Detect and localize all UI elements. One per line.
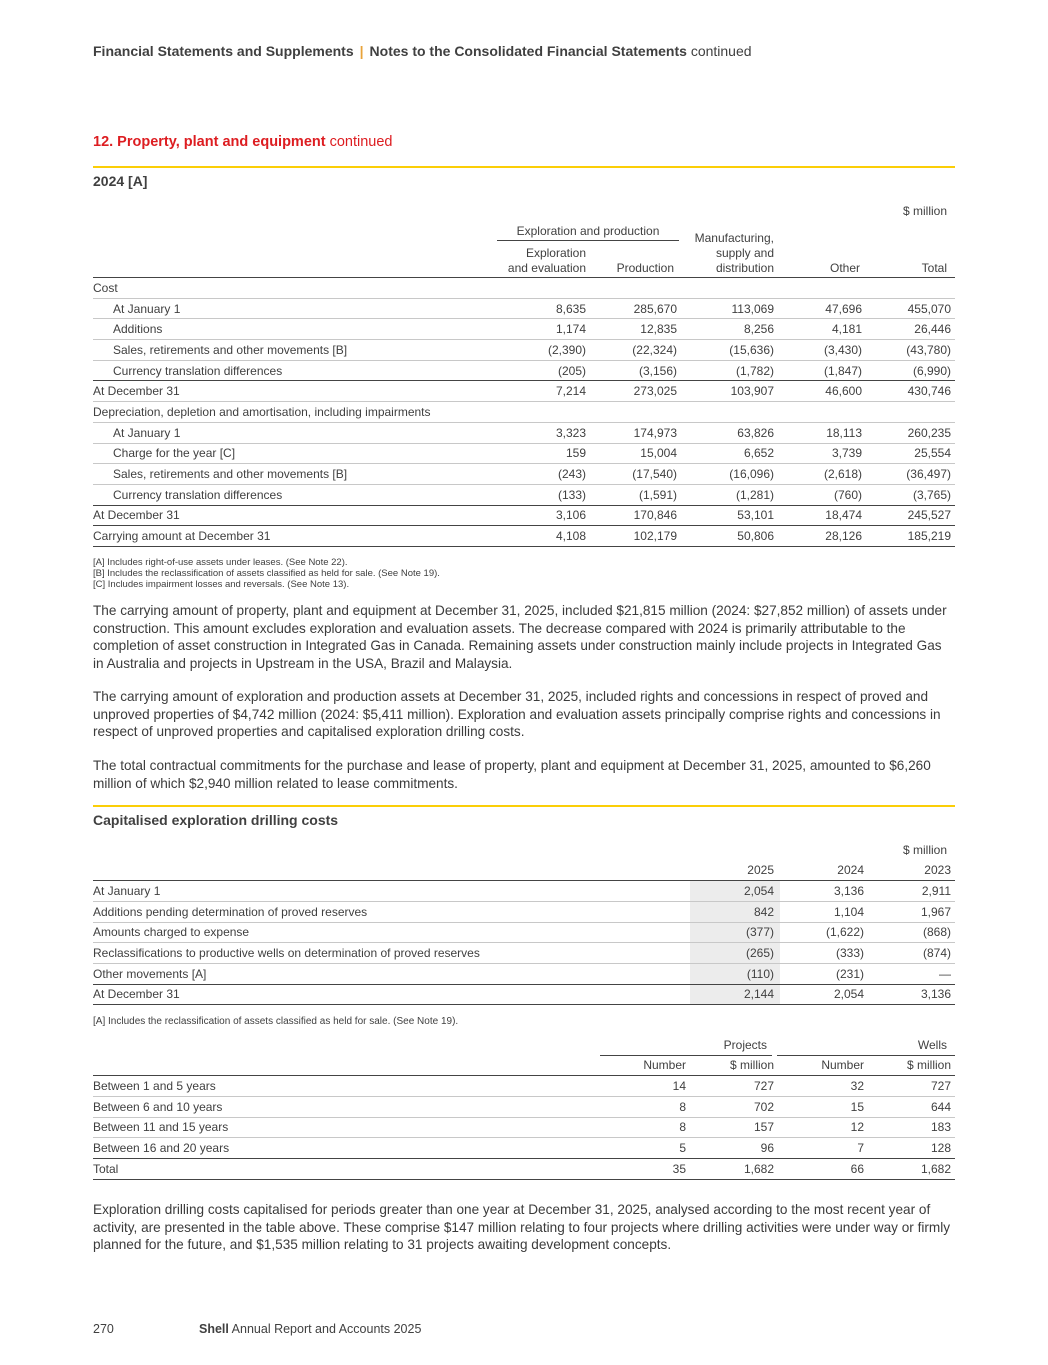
section-title-text: 12. Property, plant and equipment bbox=[93, 134, 326, 150]
ppe-group-header: Exploration and production bbox=[516, 224, 660, 238]
aging-group-wells: Wells bbox=[917, 1038, 947, 1052]
row-label: Reclassifications to productive wells on determination of proved reserves bbox=[93, 943, 690, 964]
drilling-unit: $ million bbox=[902, 843, 947, 857]
cell-value: 3,106 bbox=[498, 505, 590, 526]
cell-value: 183 bbox=[868, 1117, 955, 1138]
cell-value: 3,136 bbox=[868, 984, 955, 1005]
table-row bbox=[93, 278, 955, 299]
cell-value: 103,907 bbox=[681, 381, 778, 402]
ppe-table bbox=[93, 277, 955, 547]
cell-value: (1,782) bbox=[735, 363, 774, 378]
cell-value: 32 bbox=[778, 1076, 868, 1097]
cell-value: 430,746 bbox=[866, 381, 955, 402]
cell-value: 15 bbox=[778, 1096, 868, 1117]
table-row bbox=[93, 484, 955, 505]
cell-value: (133) bbox=[557, 487, 586, 502]
cell-value: (6,990) bbox=[912, 363, 951, 378]
cell-value: 1,682 bbox=[690, 1158, 778, 1179]
cell-value: (1,281) bbox=[735, 487, 774, 502]
footer-brand-block bbox=[199, 1322, 421, 1336]
cell-value: 3,136 bbox=[778, 881, 868, 902]
cell-value: (17,540) bbox=[590, 464, 681, 485]
cell-value: 1,104 bbox=[778, 901, 868, 922]
aging-header-row bbox=[93, 1055, 955, 1076]
cell-value: 63,826 bbox=[681, 422, 778, 443]
cell-value: 702 bbox=[690, 1096, 778, 1117]
drilling-year-2024: 2024 bbox=[778, 860, 868, 881]
cell-value: 2,054 bbox=[690, 881, 778, 902]
cell-value: 7 bbox=[857, 1141, 864, 1156]
cell-value: 5 bbox=[679, 1141, 686, 1156]
cell-value: 842 bbox=[690, 901, 778, 922]
table-row bbox=[93, 1138, 955, 1159]
row-label: At January 1 bbox=[93, 422, 498, 443]
cell-value: — bbox=[939, 966, 951, 981]
table-row bbox=[93, 963, 955, 984]
drilling-year-2023: 2023 bbox=[868, 860, 955, 881]
ppe-col-other: Other bbox=[829, 261, 860, 275]
cell-value: 8,256 bbox=[681, 319, 778, 340]
cell-value: 1,967 bbox=[868, 901, 955, 922]
ppe-unit: $ million bbox=[902, 204, 947, 218]
table-row bbox=[93, 1076, 955, 1097]
footnote-c: [C] Includes impairment losses and reversals. (See Note 13). bbox=[93, 579, 350, 590]
paragraph-rights-concessions: The carrying amount of exploration and production assets at December 31, 2025, included rights and concessions in respect of proved and unproved properties of $4,742 million (2024: $5,411 million). Exploration and evaluation assets principally comprise rights and concessions in respect of unproved properties and capitalised exploration drilling costs. bbox=[93, 689, 941, 739]
cell-value: 285,670 bbox=[590, 298, 681, 319]
cell-value: 8 bbox=[600, 1117, 690, 1138]
cell-value: 102,179 bbox=[590, 526, 681, 547]
cell-value: 170,846 bbox=[590, 505, 681, 526]
row-label: At January 1 bbox=[93, 298, 498, 319]
table-row bbox=[93, 922, 955, 943]
cell-value bbox=[590, 278, 681, 299]
cell-value: 174,973 bbox=[590, 422, 681, 443]
paragraph-commitments: The total contractual commitments for the purchase and lease of property, plant and equipment at December 31, 2025, amounted to $6,260 million of which $2,940 million related to lease commitments. bbox=[93, 758, 931, 791]
ppe-col-manufacturing-line1: Manufacturing, bbox=[694, 231, 774, 245]
row-label: At December 31 bbox=[93, 984, 690, 1005]
cell-value: 727 bbox=[868, 1076, 955, 1097]
ppe-group-underline bbox=[497, 240, 679, 241]
row-label: Additions bbox=[93, 319, 498, 340]
table-row bbox=[93, 901, 955, 922]
row-label: Additions pending determination of proved reserves bbox=[93, 901, 690, 922]
cell-value: 4,181 bbox=[778, 319, 866, 340]
cell-value: 2,911 bbox=[868, 881, 955, 902]
cell-value: 128 bbox=[930, 1141, 951, 1156]
cell-value: 12 bbox=[778, 1117, 868, 1138]
section-title-continued: continued bbox=[329, 134, 393, 150]
cell-value: (2,618) bbox=[778, 464, 866, 485]
table-row bbox=[93, 340, 955, 361]
aging-col-projects-number: Number bbox=[600, 1055, 690, 1076]
cell-value bbox=[498, 402, 590, 423]
cell-value: 1,174 bbox=[498, 319, 590, 340]
row-label: Other movements [A] bbox=[93, 966, 207, 981]
cell-value: 12,835 bbox=[590, 319, 681, 340]
aging-col-wells-number: Number bbox=[778, 1055, 868, 1076]
table-row bbox=[93, 298, 955, 319]
table-row bbox=[93, 464, 955, 485]
table-row bbox=[93, 881, 955, 902]
row-label: Between 11 and 15 years bbox=[93, 1117, 600, 1138]
row-label: Between 6 and 10 years bbox=[93, 1096, 600, 1117]
table-row bbox=[93, 1096, 955, 1117]
cell-value: 727 bbox=[690, 1076, 778, 1097]
page-number: 270 bbox=[93, 1322, 114, 1336]
cell-value: 8 bbox=[600, 1096, 690, 1117]
ppe-footnotes bbox=[93, 557, 440, 590]
aging-table bbox=[93, 1055, 955, 1180]
aging-table-body bbox=[93, 1055, 955, 1179]
cell-value bbox=[681, 402, 778, 423]
ppe-col-exploration-line2: and evaluation bbox=[507, 261, 586, 275]
cell-value: 47,696 bbox=[778, 298, 866, 319]
cell-value: 18,113 bbox=[778, 422, 866, 443]
footnote-b: [B] Includes the reclassification of assets classified as held for sale. (See Note 19). bbox=[93, 568, 440, 579]
table-row bbox=[93, 505, 955, 526]
cell-value: 3,323 bbox=[498, 422, 590, 443]
row-label: At December 31 bbox=[93, 505, 498, 526]
cell-value: 245,527 bbox=[866, 505, 955, 526]
cell-value: 50,806 bbox=[681, 526, 778, 547]
ppe-col-manufacturing-line3: distribution bbox=[715, 261, 774, 275]
divider bbox=[93, 166, 955, 168]
aging-col-projects-amount: $ million bbox=[690, 1055, 778, 1076]
cell-value bbox=[681, 278, 778, 299]
row-label: Between 1 and 5 years bbox=[93, 1076, 600, 1097]
table-row bbox=[93, 381, 955, 402]
table-row bbox=[93, 360, 955, 381]
header-separator: | bbox=[359, 43, 364, 59]
paragraph-drilling-costs: Exploration drilling costs capitalised for periods greater than one year at December 31, 2025, analysed according to the most recent year of activity, are presented in the table above. These comprise $147 million relating to four projects where drilling activities were under way or firmly planned for the future, and $1,535 million relating to 31 projects awaiting development concepts. bbox=[93, 1202, 951, 1252]
cell-value bbox=[778, 278, 866, 299]
cell-value: 66 bbox=[778, 1158, 868, 1179]
footer-report-title: Annual Report and Accounts 2025 bbox=[231, 1322, 422, 1336]
cell-value: (874) bbox=[868, 943, 955, 964]
ppe-col-total: Total bbox=[921, 261, 947, 275]
cell-value: 26,446 bbox=[866, 319, 955, 340]
cell-value: 455,070 bbox=[866, 298, 955, 319]
row-label: Currency translation differences bbox=[113, 487, 283, 502]
ppe-col-exploration-line1: Exploration bbox=[525, 246, 586, 260]
cell-value: 185,219 bbox=[866, 526, 955, 547]
cell-value: 3,739 bbox=[778, 443, 866, 464]
cell-value: 53,101 bbox=[681, 505, 778, 526]
cell-value: 2,144 bbox=[690, 984, 778, 1005]
cell-value: 25,554 bbox=[866, 443, 955, 464]
running-header bbox=[93, 43, 752, 59]
table-row bbox=[93, 319, 955, 340]
cell-value: 2,054 bbox=[778, 984, 868, 1005]
cell-value: (3,430) bbox=[778, 340, 866, 361]
ppe-year-label: 2024 [A] bbox=[93, 173, 148, 189]
row-label: Amounts charged to expense bbox=[93, 922, 690, 943]
ppe-col-production: Production bbox=[616, 261, 674, 275]
table-row bbox=[93, 443, 955, 464]
drilling-header-row bbox=[93, 860, 955, 881]
aging-group-projects: Projects bbox=[723, 1038, 767, 1052]
cell-value: (1,591) bbox=[638, 487, 677, 502]
cell-value: (243) bbox=[498, 464, 590, 485]
table-row bbox=[93, 402, 955, 423]
cell-value: (15,636) bbox=[681, 340, 778, 361]
row-label: Sales, retirements and other movements [B] bbox=[93, 464, 498, 485]
cell-value: 4,108 bbox=[498, 526, 590, 547]
cell-value: 260,235 bbox=[866, 422, 955, 443]
footer-brand: Shell bbox=[199, 1322, 229, 1336]
cell-value bbox=[866, 278, 955, 299]
cell-value: (3,765) bbox=[912, 487, 951, 502]
cell-value: 644 bbox=[868, 1096, 955, 1117]
cell-value: 1,682 bbox=[868, 1158, 955, 1179]
cell-value bbox=[590, 402, 681, 423]
cell-value: 7,214 bbox=[498, 381, 590, 402]
cell-value: (333) bbox=[778, 943, 868, 964]
cell-value: (3,156) bbox=[638, 363, 677, 378]
table-row bbox=[93, 1158, 955, 1179]
row-label: Currency translation differences bbox=[113, 363, 283, 378]
cell-value: 35 bbox=[600, 1158, 690, 1179]
ppe-col-manufacturing-line2: supply and bbox=[715, 246, 774, 260]
drilling-title: Capitalised exploration drilling costs bbox=[93, 812, 339, 828]
cell-value: (43,780) bbox=[866, 340, 955, 361]
cell-value: (377) bbox=[690, 922, 778, 943]
page-footer bbox=[93, 1322, 422, 1336]
cell-value: 273,025 bbox=[590, 381, 681, 402]
cell-value: 113,069 bbox=[681, 298, 778, 319]
cell-value: (868) bbox=[868, 922, 955, 943]
cell-value: 8,635 bbox=[498, 298, 590, 319]
drilling-table-body bbox=[93, 860, 955, 1005]
ppe-table-body bbox=[93, 278, 955, 547]
header-right: Notes to the Consolidated Financial Statements bbox=[369, 43, 687, 59]
table-row bbox=[93, 422, 955, 443]
row-label: Carrying amount at December 31 bbox=[93, 526, 498, 547]
cell-value: (16,096) bbox=[681, 464, 778, 485]
row-label: At January 1 bbox=[93, 881, 690, 902]
row-label: Charge for the year [C] bbox=[93, 443, 498, 464]
cell-value: (2,390) bbox=[498, 340, 590, 361]
cell-value: 46,600 bbox=[778, 381, 866, 402]
row-label: Between 16 and 20 years bbox=[93, 1141, 230, 1156]
divider bbox=[93, 805, 955, 807]
cell-value: (36,497) bbox=[866, 464, 955, 485]
cell-value: (110) bbox=[746, 966, 774, 981]
section-title bbox=[93, 134, 393, 150]
paragraph-assets-under-construction: The carrying amount of property, plant and equipment at December 31, 2025, included $21,815 million (2024: $27,852 million) of assets under construction. This amount excludes exploration and evaluation assets. The decrease compared with 2024 is primarily attributable to the completion of asset construction in Integrated Gas in Canada. Remaining assets under construction mainly include projects in Integrated Gas in Australia and projects in Upstream in the USA, Brazil and Malaysia. bbox=[93, 603, 947, 671]
cell-value bbox=[778, 402, 866, 423]
cell-value: 159 bbox=[498, 443, 590, 464]
cell-value: 15,004 bbox=[590, 443, 681, 464]
cell-value: (265) bbox=[690, 943, 778, 964]
cell-value: (231) bbox=[835, 966, 864, 981]
drilling-table bbox=[93, 860, 955, 1005]
drilling-year-2025: 2025 bbox=[690, 860, 778, 881]
row-label: Total bbox=[93, 1158, 600, 1179]
cell-value: 96 bbox=[760, 1141, 774, 1156]
table-row bbox=[93, 526, 955, 547]
cell-value: (760) bbox=[833, 487, 862, 502]
table-row bbox=[93, 1117, 955, 1138]
row-label: At December 31 bbox=[93, 381, 498, 402]
cell-value: (1,622) bbox=[778, 922, 868, 943]
drilling-footnote: [A] Includes the reclassification of assets classified as held for sale. (See Note 19). bbox=[93, 1016, 459, 1027]
cell-value: (205) bbox=[557, 363, 586, 378]
footnote-a: [A] Includes right-of-use assets under leases. (See Note 22). bbox=[93, 557, 348, 568]
ppe-col-exploration bbox=[480, 246, 586, 276]
cell-value bbox=[866, 402, 955, 423]
cell-value: (1,847) bbox=[823, 363, 862, 378]
cell-value: 28,126 bbox=[778, 526, 866, 547]
cell-value: 6,652 bbox=[681, 443, 778, 464]
cell-value: 18,474 bbox=[778, 505, 866, 526]
cell-value: 14 bbox=[600, 1076, 690, 1097]
row-label: Cost bbox=[93, 278, 498, 299]
table-row bbox=[93, 984, 955, 1005]
ppe-col-manufacturing bbox=[680, 231, 774, 276]
cell-value: (22,324) bbox=[590, 340, 681, 361]
row-label: Depreciation, depletion and amortisation, including impairments bbox=[93, 402, 498, 423]
cell-value bbox=[498, 278, 590, 299]
row-label: Sales, retirements and other movements [B] bbox=[93, 340, 498, 361]
header-left: Financial Statements and Supplements bbox=[93, 43, 354, 59]
aging-col-wells-amount: $ million bbox=[868, 1055, 955, 1076]
table-row bbox=[93, 943, 955, 964]
cell-value: 157 bbox=[690, 1117, 778, 1138]
header-continued: continued bbox=[690, 43, 752, 59]
